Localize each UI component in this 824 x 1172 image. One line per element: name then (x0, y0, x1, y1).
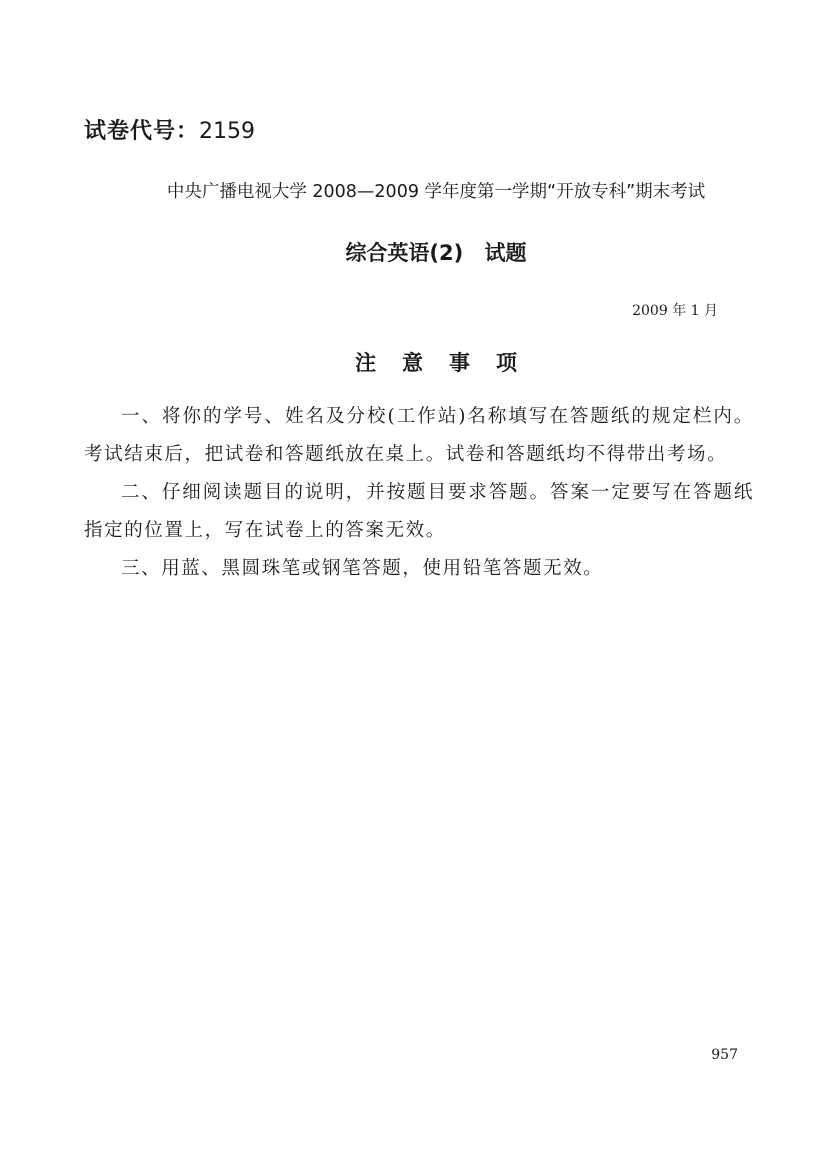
notice-item: 二、仔细阅读题目的说明，并按题目要求答题。答案一定要写在答题纸指定的位置上，写在试卷上的答案无效。 (84, 482, 754, 541)
exam-title: 综合英语(2) 试题 (345, 241, 527, 265)
notice-body (84, 398, 754, 588)
exam-heading: 中央广播电视大学 2008—2009 学年度第一学期“开放专科”期末考试 (166, 182, 706, 202)
paper-code (84, 114, 255, 145)
notice-item: 三、用蓝、黑圆珠笔或钢笔答题，使用铅笔答题无效。 (121, 558, 604, 579)
paper-code-label: 试卷代号： (84, 119, 200, 144)
page-number: 957 (711, 1047, 738, 1063)
notice-item: 一、将你的学号、姓名及分校(工作站)名称填写在答题纸的规定栏内。考试结束后，把试卷和答题纸放在桌上。试卷和答题纸均不得带出考场。 (84, 406, 754, 465)
paper-code-value: 2159 (199, 119, 256, 144)
notice-title: 注意事项 (355, 351, 543, 375)
exam-date: 2009 年 1 月 (632, 303, 718, 319)
